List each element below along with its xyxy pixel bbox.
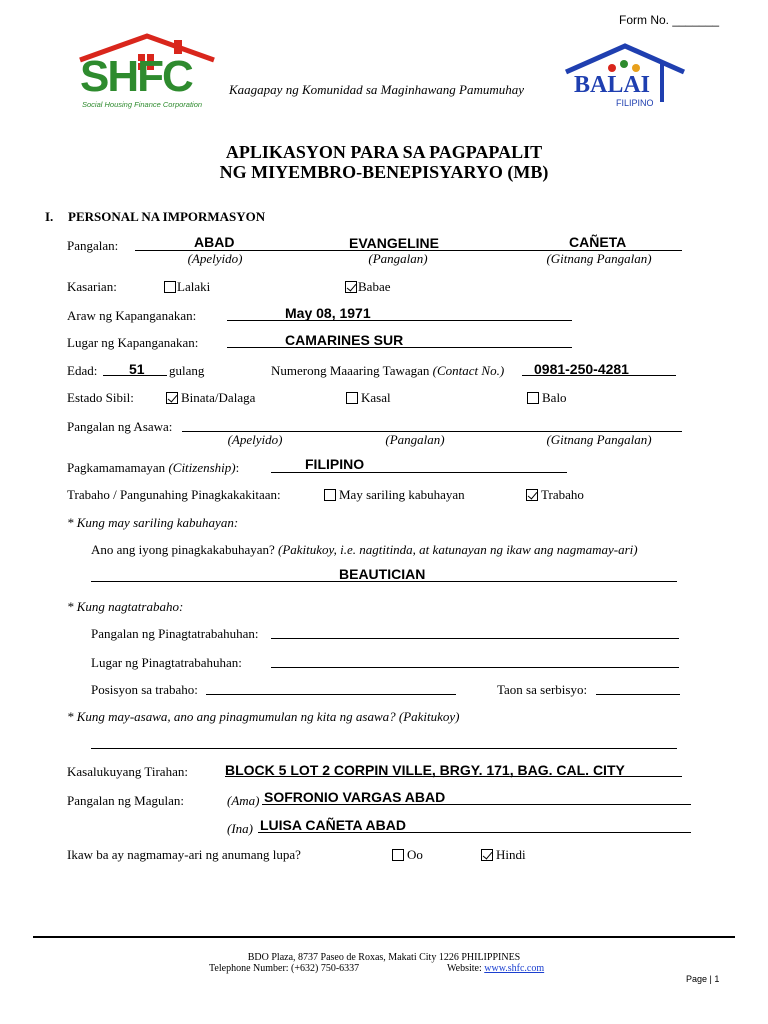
shfc-logo-text: SHFC xyxy=(80,52,192,101)
father-tag: (Ama) xyxy=(227,793,260,808)
age-label: Edad: xyxy=(67,363,98,378)
self-employed-option-label: May sariling kabuhayan xyxy=(339,487,465,502)
employer-label: Pangalan ng Pinagtatrabahuhan: xyxy=(91,626,259,641)
contact-label-wrap xyxy=(271,363,504,379)
middle-name-caption: (Gitnang Pangalan) xyxy=(546,251,652,266)
married-option-label: Kasal xyxy=(361,390,391,405)
footer-website-wrap xyxy=(447,963,544,974)
citizenship-label-english: (Citizenship) xyxy=(168,460,236,475)
workplace-label: Lugar ng Pinagtatrabahuhan: xyxy=(91,655,242,670)
female-checkbox[interactable] xyxy=(345,281,357,293)
birthdate-label: Araw ng Kapanganakan: xyxy=(67,308,197,323)
balai-logo-text: BALAI xyxy=(574,72,651,98)
employed-note: * Kung nagtatrabaho: xyxy=(67,599,184,614)
contact-label: Numerong Maaaring Tawagan xyxy=(271,363,430,378)
birthdate-line xyxy=(227,320,572,321)
position-line[interactable] xyxy=(206,694,456,695)
footer-website-label: Website: xyxy=(447,963,482,974)
years-line[interactable] xyxy=(596,694,680,695)
sex-label: Kasarian: xyxy=(67,279,117,294)
section-title: PERSONAL NA IMPORMASYON xyxy=(68,209,266,224)
balai-logo-subtitle: FILIPINO xyxy=(616,98,654,108)
citizenship-value[interactable]: FILIPINO xyxy=(305,456,365,472)
business-question-wrap xyxy=(91,542,638,558)
land-yes-checkbox[interactable] xyxy=(392,849,404,861)
business-question-hint: (Pakitukoy, i.e. nagtitinda, at katunayan ng ikaw ang nagmamay-ari) xyxy=(278,542,638,557)
single-option-label: Binata/Dalaga xyxy=(181,390,256,405)
contact-label-english: (Contact No.) xyxy=(432,363,505,378)
married-checkbox[interactable] xyxy=(346,392,358,404)
name-label: Pangalan: xyxy=(67,238,119,253)
contact-value[interactable]: 0981-250-4281 xyxy=(534,361,629,377)
self-employed-note: * Kung may sariling kabuhayan: xyxy=(67,515,239,530)
spouse-income-note: * Kung may-asawa, ano ang pinagmumulan ng kita ng asawa? (Pakitukoy) xyxy=(67,709,460,724)
father-value[interactable]: SOFRONIO VARGAS ABAD xyxy=(264,789,446,805)
mother-value[interactable]: LUISA CAÑETA ABAD xyxy=(260,817,406,833)
form-title-line1: APLIKASYON PARA SA PAGPAPALIT xyxy=(225,142,543,162)
land-no-label: Hindi xyxy=(496,847,526,862)
citizenship-colon: : xyxy=(235,460,240,475)
shfc-logo-subtitle: Social Housing Finance Corporation xyxy=(82,100,203,109)
spouse-label: Pangalan ng Asawa: xyxy=(67,419,173,434)
address-value[interactable]: BLOCK 5 LOT 2 CORPIN VILLE, BRGY. 171, BAG. CAL. CITY xyxy=(225,762,625,778)
footer-address: BDO Plaza, 8737 Paseo de Roxas, Makati City 1226 PHILIPPINES xyxy=(247,952,521,963)
employed-checkbox[interactable] xyxy=(526,489,538,501)
last-name-value[interactable]: ABAD xyxy=(194,234,235,250)
citizenship-label: Pagkamamamayan xyxy=(67,460,166,475)
tagline: Kaagapay ng Komunidad sa Maginhawang Pamumuhay xyxy=(229,82,525,97)
male-checkbox[interactable] xyxy=(164,281,176,293)
age-unit: gulang xyxy=(169,363,205,378)
self-employed-checkbox[interactable] xyxy=(324,489,336,501)
birthplace-value[interactable]: CAMARINES SUR xyxy=(285,332,404,348)
widowed-checkbox[interactable] xyxy=(527,392,539,404)
birthplace-label: Lugar ng Kapanganakan: xyxy=(67,335,199,350)
citizenship-label-wrap xyxy=(67,460,239,476)
shfc-logo xyxy=(72,32,222,112)
citizenship-line xyxy=(271,472,567,473)
parents-label: Pangalan ng Magulan: xyxy=(67,793,184,808)
age-value[interactable]: 51 xyxy=(129,361,145,377)
spouse-first-caption: (Pangalan) xyxy=(385,432,445,447)
mother-tag: (Ina) xyxy=(227,821,253,836)
workplace-line[interactable] xyxy=(271,667,679,668)
form-title-line2: NG MIYEMBRO-BENEPISYARYO (MB) xyxy=(219,162,549,182)
land-yes-label: Oo xyxy=(407,847,423,862)
form-number: Form No. _______ xyxy=(619,13,720,27)
male-option-label: Lalaki xyxy=(177,279,211,294)
section-number: I. xyxy=(45,209,54,224)
occupation-label: Trabaho / Pangunahing Pinagkakakitaan: xyxy=(67,487,281,502)
middle-name-value[interactable]: CAÑETA xyxy=(569,234,627,250)
page-number: Page | 1 xyxy=(686,974,720,984)
position-label: Posisyon sa trabaho: xyxy=(91,682,198,697)
spouse-middle-caption: (Gitnang Pangalan) xyxy=(546,432,652,447)
spouse-last-caption: (Apelyido) xyxy=(227,432,283,447)
balai-logo xyxy=(560,42,690,112)
address-label: Kasalukuyang Tirahan: xyxy=(67,764,188,779)
birthdate-value[interactable]: May 08, 1971 xyxy=(285,305,371,321)
business-question: Ano ang iyong pinagkakabuhayan? xyxy=(91,542,275,557)
footer-phone: Telephone Number: (+632) 750-6337 xyxy=(209,963,360,974)
employer-line[interactable] xyxy=(271,638,679,639)
footer-website-link[interactable]: www.shfc.com xyxy=(484,963,545,974)
business-value[interactable]: BEAUTICIAN xyxy=(339,566,426,582)
land-no-checkbox[interactable] xyxy=(481,849,493,861)
footer-divider xyxy=(33,936,735,938)
employed-option-label: Trabaho xyxy=(541,487,584,502)
last-name-caption: (Apelyido) xyxy=(187,251,243,266)
single-checkbox[interactable] xyxy=(166,392,178,404)
female-option-label: Babae xyxy=(358,279,391,294)
spouse-income-line[interactable] xyxy=(91,748,677,749)
first-name-value[interactable]: EVANGELINE xyxy=(349,235,439,251)
civil-status-label: Estado Sibil: xyxy=(67,390,134,405)
first-name-caption: (Pangalan) xyxy=(368,251,428,266)
land-question: Ikaw ba ay nagmamay-ari ng anumang lupa? xyxy=(67,847,301,862)
widowed-option-label: Balo xyxy=(542,390,567,405)
years-label: Taon sa serbisyo: xyxy=(497,682,588,697)
